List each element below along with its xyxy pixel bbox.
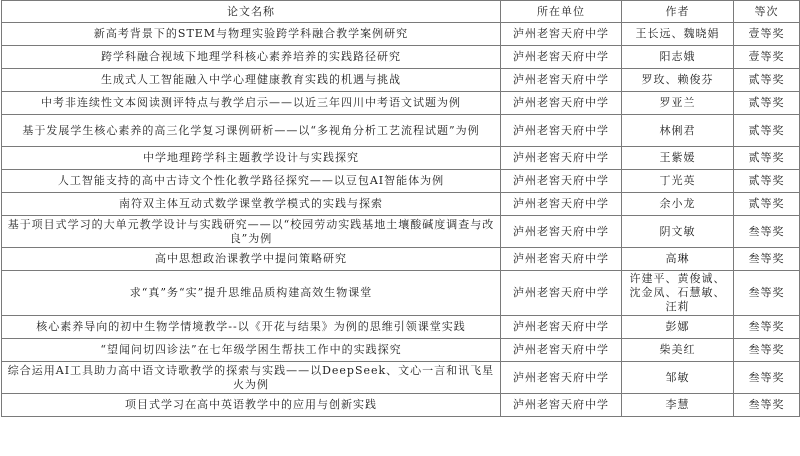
unit-cell: 泸州老窖天府中学 [501, 147, 622, 170]
paper-title: 综合运用AI工具助力高中语文诗歌教学的探索与实践——以DeepSeek、文心一言和讯飞星火为例 [2, 362, 501, 394]
level-cell: 壹等奖 [734, 46, 800, 69]
unit-cell: 泸州老窖天府中学 [501, 92, 622, 115]
unit-cell: 泸州老窖天府中学 [501, 394, 622, 417]
table-row [2, 193, 800, 216]
level-cell: 贰等奖 [734, 193, 800, 216]
unit-cell: 泸州老窖天府中学 [501, 248, 622, 271]
table-row [2, 92, 800, 115]
author-cell: 邹敏 [622, 362, 734, 394]
paper-title: 生成式人工智能融入中学心理健康教育实践的机遇与挑战 [2, 69, 501, 92]
header-title: 论文名称 [2, 1, 501, 23]
unit-cell: 泸州老窖天府中学 [501, 115, 622, 147]
unit-cell: 泸州老窖天府中学 [501, 46, 622, 69]
table-row [2, 316, 800, 339]
level-cell: 壹等奖 [734, 23, 800, 46]
author-cell: 高琳 [622, 248, 734, 271]
author-cell: 李慧 [622, 394, 734, 417]
table-row [2, 271, 800, 316]
unit-cell: 泸州老窖天府中学 [501, 193, 622, 216]
level-cell: 叁等奖 [734, 216, 800, 248]
level-cell: 贰等奖 [734, 170, 800, 193]
table-row [2, 248, 800, 271]
paper-title: 高中思想政治课教学中提问策略研究 [2, 248, 501, 271]
header-unit: 所在单位 [501, 1, 622, 23]
author-cell: 王长远、魏晓娟 [622, 23, 734, 46]
table-row [2, 147, 800, 170]
paper-title: 人工智能支持的高中古诗文个性化教学路径探究——以豆包AI智能体为例 [2, 170, 501, 193]
author-cell: 彭娜 [622, 316, 734, 339]
paper-title: 跨学科融合视域下地理学科核心素养培养的实践路径研究 [2, 46, 501, 69]
unit-cell: 泸州老窖天府中学 [501, 23, 622, 46]
author-cell: 丁光英 [622, 170, 734, 193]
unit-cell: 泸州老窖天府中学 [501, 170, 622, 193]
table-row [2, 394, 800, 417]
level-cell: 叁等奖 [734, 271, 800, 316]
unit-cell: 泸州老窖天府中学 [501, 339, 622, 362]
paper-title: 新高考背景下的STEM与物理实验跨学科融合教学案例研究 [2, 23, 501, 46]
paper-title: 求“真”务“实”提升思维品质构建高效生物课堂 [2, 271, 501, 316]
table-row [2, 170, 800, 193]
level-cell: 贰等奖 [734, 115, 800, 147]
author-cell: 王紫媛 [622, 147, 734, 170]
unit-cell: 泸州老窖天府中学 [501, 362, 622, 394]
author-cell: 柴美红 [622, 339, 734, 362]
author-cell: 罗玫、赖俊芬 [622, 69, 734, 92]
unit-cell: 泸州老窖天府中学 [501, 69, 622, 92]
level-cell: 叁等奖 [734, 362, 800, 394]
header-author: 作者 [622, 1, 734, 23]
paper-title: 中学地理跨学科主题教学设计与实践探究 [2, 147, 501, 170]
paper-title: 核心素养导向的初中生物学情境教学--以《开花与结果》为例的思维引领课堂实践 [2, 316, 501, 339]
level-cell: 贰等奖 [734, 147, 800, 170]
paper-title: 项目式学习在高中英语教学中的应用与创新实践 [2, 394, 501, 417]
unit-cell: 泸州老窖天府中学 [501, 316, 622, 339]
author-cell: 罗亚兰 [622, 92, 734, 115]
unit-cell: 泸州老窖天府中学 [501, 271, 622, 316]
level-cell: 叁等奖 [734, 248, 800, 271]
level-cell: 贰等奖 [734, 69, 800, 92]
award-table [1, 0, 800, 417]
paper-title: 南符双主体互动式数学课堂教学模式的实践与探索 [2, 193, 501, 216]
author-cell: 阳志娥 [622, 46, 734, 69]
table-row [2, 69, 800, 92]
table-row [2, 115, 800, 147]
author-cell: 林俐君 [622, 115, 734, 147]
level-cell: 叁等奖 [734, 339, 800, 362]
table-row [2, 362, 800, 394]
paper-title: 基于发展学生核心素养的高三化学复习课例研析——以“多视角分析工艺流程试题”为例 [2, 115, 501, 147]
paper-title: 基于项目式学习的大单元教学设计与实践研究——以“校园劳动实践基地土壤酸碱度调查与改良”为例 [2, 216, 501, 248]
table-row [2, 23, 800, 46]
unit-cell: 泸州老窖天府中学 [501, 216, 622, 248]
table-row [2, 46, 800, 69]
author-cell: 阴文敏 [622, 216, 734, 248]
table-row [2, 339, 800, 362]
level-cell: 叁等奖 [734, 316, 800, 339]
author-cell: 余小龙 [622, 193, 734, 216]
paper-title: 中考非连续性文本阅读测评特点与教学启示——以近三年四川中考语文试题为例 [2, 92, 501, 115]
header-level: 等次 [734, 1, 800, 23]
level-cell: 叁等奖 [734, 394, 800, 417]
header-row [2, 1, 800, 23]
table-row [2, 216, 800, 248]
author-cell: 许建平、黄俊诚、沈金凤、石慧敏、汪莉 [622, 271, 734, 316]
paper-title: “望闻问切四诊法”在七年级学困生帮扶工作中的实践探究 [2, 339, 501, 362]
level-cell: 贰等奖 [734, 92, 800, 115]
